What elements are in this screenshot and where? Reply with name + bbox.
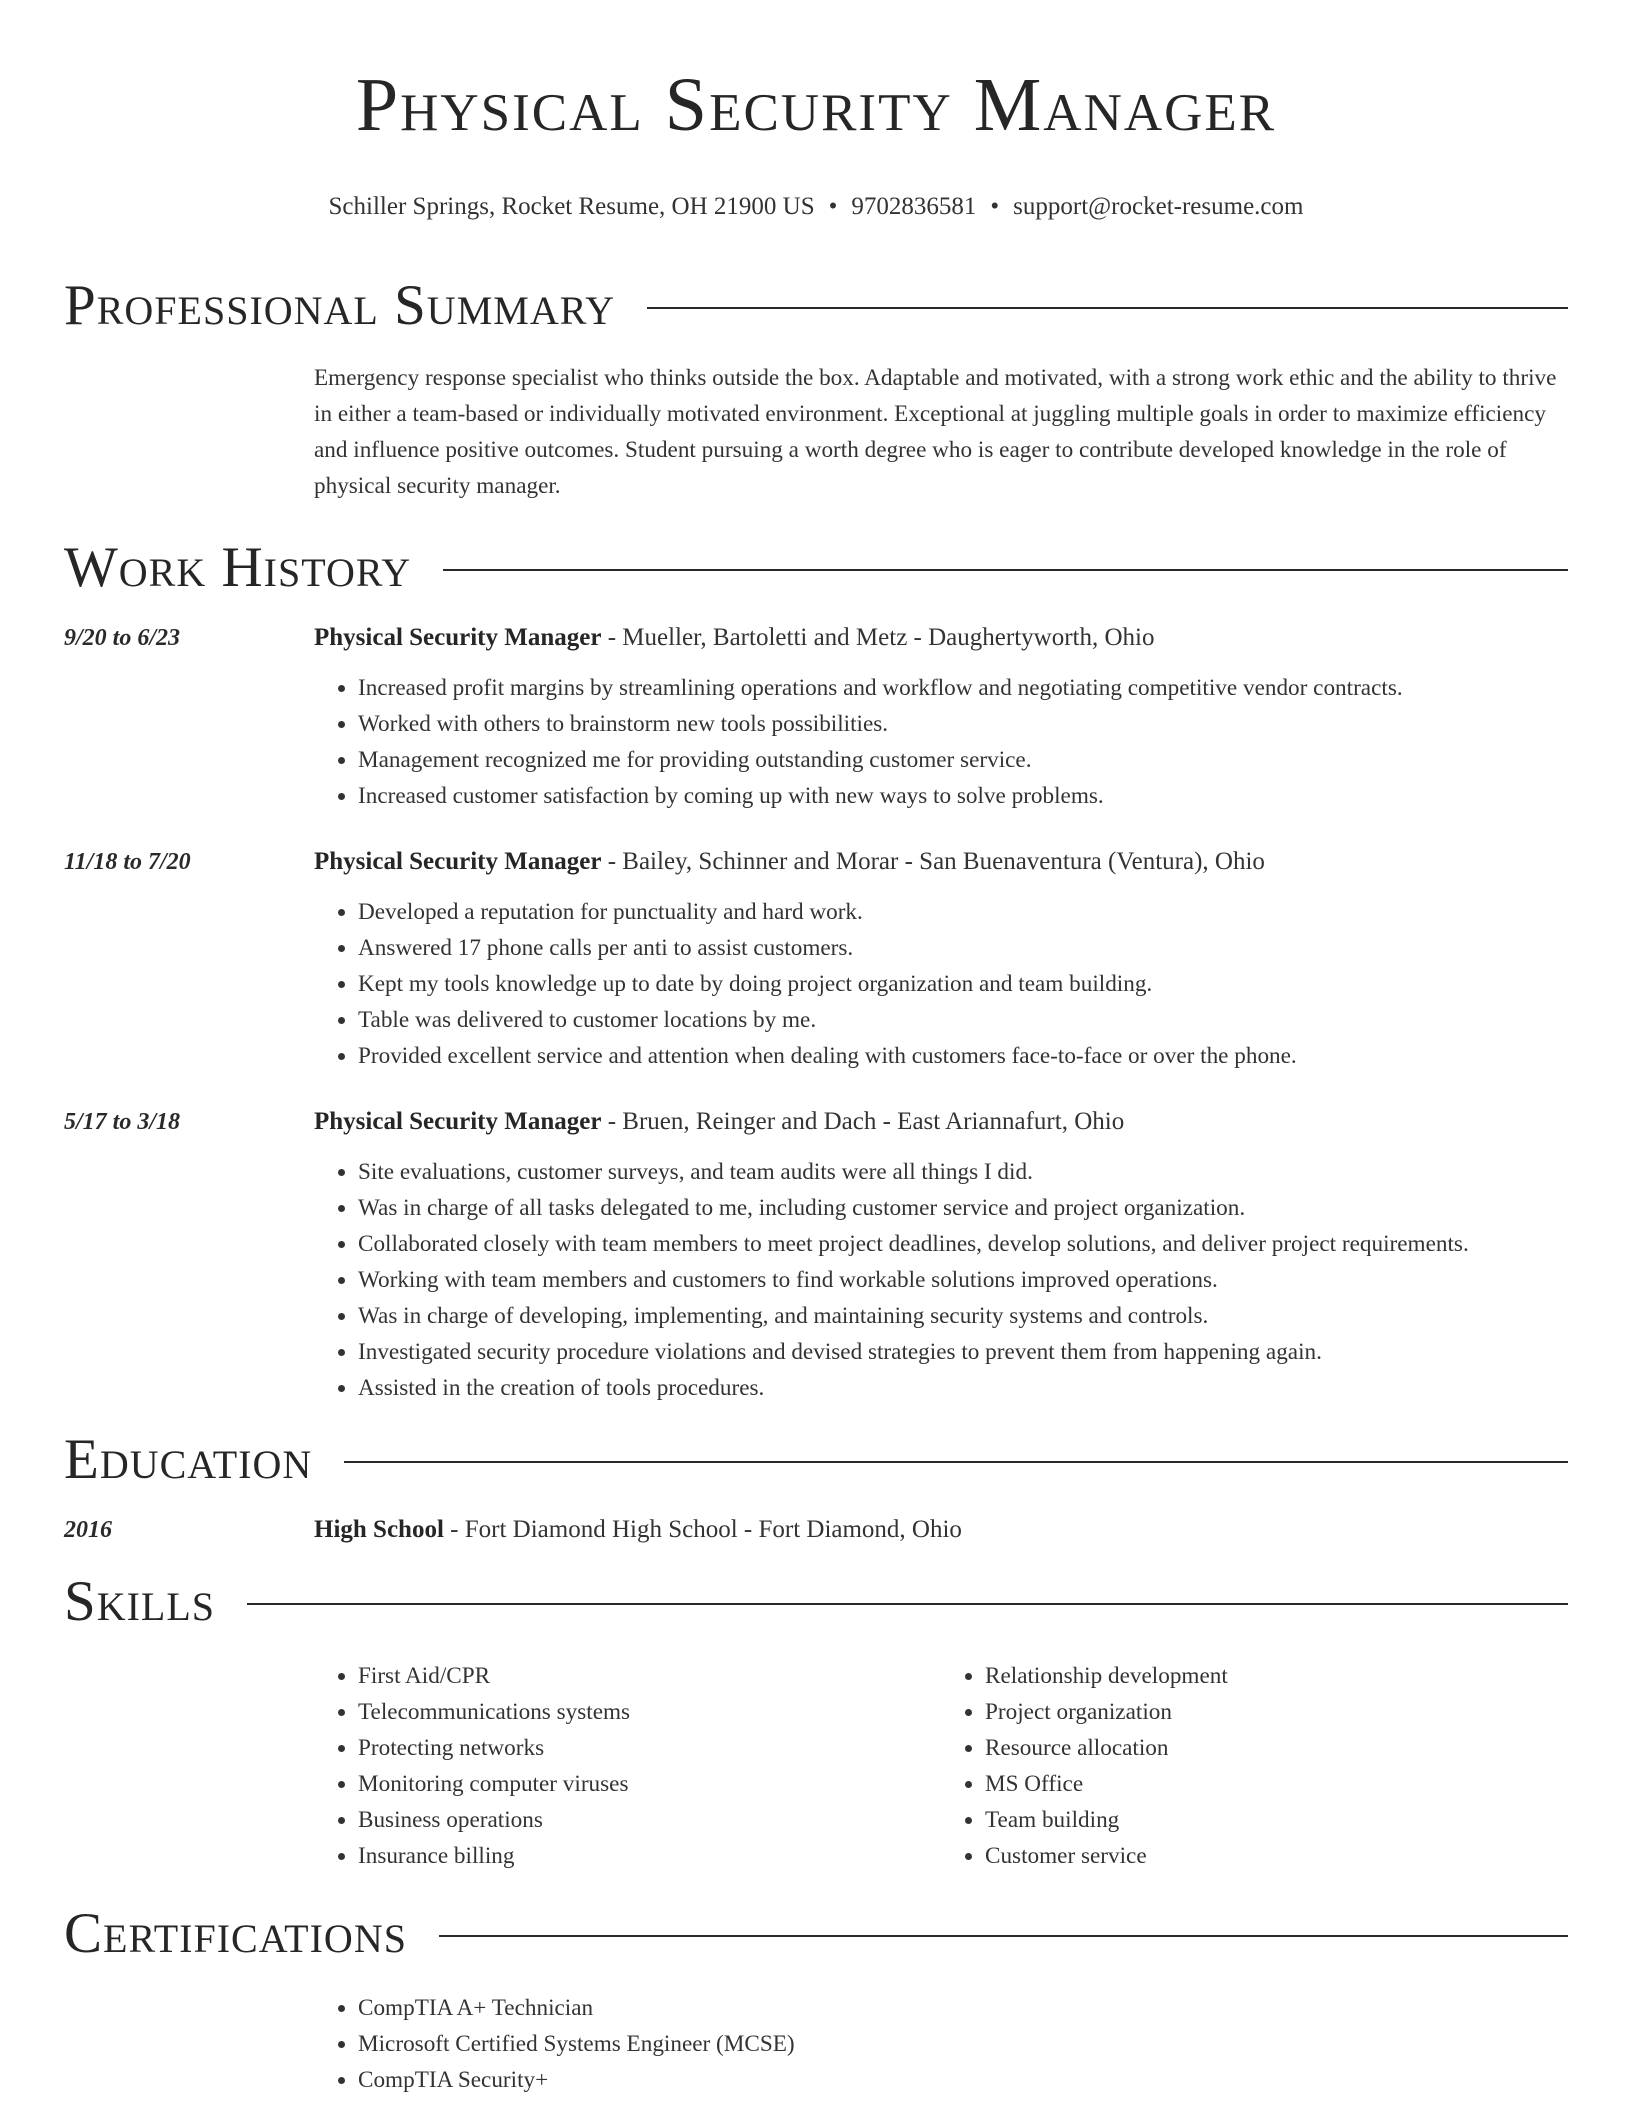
section-divider: [344, 1461, 1568, 1463]
skill-item: • Project organization: [985, 1694, 1568, 1730]
work-title-line: [314, 844, 1568, 880]
education-entry: [64, 1512, 1568, 1548]
job-duty-item: • Working with team members and customers to find workable solutions improved operations.: [358, 1262, 1568, 1298]
contact-phone: 9702836581: [851, 193, 977, 220]
certification-item: • CompTIA Security+: [358, 2062, 1568, 2098]
section-divider: [439, 1935, 1568, 1937]
work-entry-body: [314, 620, 1568, 814]
skill-item: • Customer service: [985, 1838, 1568, 1874]
job-duty-item: • Management recognized me for providing outstanding customer service.: [358, 742, 1568, 778]
skills-list-left: [314, 1658, 941, 1874]
skill-item: • Resource allocation: [985, 1730, 1568, 1766]
job-employer-location: - Bailey, Schinner and Morar - San Buenaventura (Ventura), Ohio: [601, 848, 1265, 875]
job-title: Physical Security Manager: [314, 848, 602, 875]
skill-item: • Telecommunications systems: [358, 1694, 941, 1730]
job-employer-location: - Mueller, Bartoletti and Metz - Daughertyworth, Ohio: [601, 624, 1155, 651]
section-header-work: [64, 534, 1568, 602]
contact-email: support@rocket-resume.com: [1013, 193, 1304, 220]
section-header-certifications: [64, 1900, 1568, 1968]
skill-item: • Protecting networks: [358, 1730, 941, 1766]
education-title: [314, 1512, 1568, 1548]
job-duty-item: • Worked with others to brainstorm new tools possibilities.: [358, 706, 1568, 742]
section-header-education: [64, 1426, 1568, 1494]
work-history-list: [64, 620, 1568, 1406]
section-title-education: Education: [64, 1428, 313, 1491]
job-duty-item: • Table was delivered to customer locations by me.: [358, 1002, 1568, 1038]
job-title: Physical Security Manager: [314, 624, 602, 651]
section-header-summary: [64, 272, 1568, 340]
work-entry: [64, 844, 1568, 1074]
skills-list-right: [941, 1658, 1568, 1874]
section-divider: [247, 1603, 1568, 1605]
skill-item: • Relationship development: [985, 1658, 1568, 1694]
skill-item: • Insurance billing: [358, 1838, 941, 1874]
job-duty-item: • Was in charge of all tasks delegated to me, including customer service and project organization.: [358, 1190, 1568, 1226]
education-year: 2016: [64, 1517, 112, 1543]
candidate-name: Physical Security Manager: [355, 63, 1277, 147]
job-duty-item: • Increased profit margins by streamlining operations and workflow and negotiating competitive vendor contracts.: [358, 670, 1568, 706]
job-duty-item: • Assisted in the creation of tools procedures.: [358, 1370, 1568, 1406]
certifications-list: [314, 1990, 1568, 2098]
contact-line: [64, 192, 1568, 222]
work-dates: 5/17 to 3/18: [64, 1109, 181, 1135]
contact-separator: •: [828, 193, 838, 220]
job-duty-item: • Increased customer satisfaction by coming up with new ways to solve problems.: [358, 778, 1568, 814]
skill-item: • MS Office: [985, 1766, 1568, 1802]
section-divider: [443, 569, 1568, 571]
work-entry: [64, 1104, 1568, 1406]
section-title-summary: Professional Summary: [64, 274, 616, 337]
job-duty-item: • Kept my tools knowledge up to date by doing project organization and team building.: [358, 966, 1568, 1002]
skill-item: • Business operations: [358, 1802, 941, 1838]
work-entry-body: [314, 1104, 1568, 1406]
job-title: Physical Security Manager: [314, 1108, 602, 1135]
work-dates: 11/18 to 7/20: [64, 849, 191, 875]
job-duty-item: • Answered 17 phone calls per anti to assist customers.: [358, 930, 1568, 966]
certification-item: • CompTIA A+ Technician: [358, 1990, 1568, 2026]
section-divider: [647, 307, 1568, 309]
job-duties-list: [314, 670, 1568, 814]
job-duty-item: • Provided excellent service and attention when dealing with customers face-to-face or over the phone.: [358, 1038, 1568, 1074]
contact-address: Schiller Springs, Rocket Resume, OH 21900 US: [328, 193, 815, 220]
work-entry-body: [314, 844, 1568, 1074]
summary-text: Emergency response specialist who thinks outside the box. Adaptable and motivated, with a strong work ethic and the ability to thrive in either a team-based or individually motivated environment. Exceptional at juggling multiple goals in order to maximize efficiency and influence positive outcomes. Student pursuing a worth degree who is eager to contribute developed knowledge in the role of physical security manager.: [314, 365, 1557, 499]
education-degree: High School: [314, 1516, 444, 1543]
certifications-block: [314, 1990, 1568, 2098]
job-duties-list: [314, 1154, 1568, 1406]
job-duty-item: • Site evaluations, customer surveys, and team audits were all things I did.: [358, 1154, 1568, 1190]
job-employer-location: - Bruen, Reinger and Dach - East Ariannafurt, Ohio: [601, 1108, 1125, 1135]
job-duty-item: • Investigated security procedure violations and devised strategies to prevent them from happening again.: [358, 1334, 1568, 1370]
job-duty-item: • Was in charge of developing, implementing, and maintaining security systems and controls.: [358, 1298, 1568, 1334]
skills-columns: [314, 1658, 1568, 1874]
section-header-skills: [64, 1568, 1568, 1636]
work-title-line: [314, 1104, 1568, 1140]
section-title-certifications: Certifications: [64, 1902, 407, 1965]
contact-separator: •: [990, 193, 1000, 220]
skill-item: • Team building: [985, 1802, 1568, 1838]
work-entry: [64, 620, 1568, 814]
job-duty-item: • Developed a reputation for punctuality and hard work.: [358, 894, 1568, 930]
certification-item: • Microsoft Certified Systems Engineer (MCSE): [358, 2026, 1568, 2062]
work-dates: 9/20 to 6/23: [64, 625, 181, 651]
education-details: - Fort Diamond High School - Fort Diamond, Ohio: [443, 1516, 962, 1543]
section-title-skills: Skills: [64, 1570, 216, 1633]
skill-item: • First Aid/CPR: [358, 1658, 941, 1694]
job-duties-list: [314, 894, 1568, 1074]
section-title-work: Work History: [64, 536, 412, 599]
work-title-line: [314, 620, 1568, 656]
job-duty-item: • Collaborated closely with team members to meet project deadlines, develop solutions, and deliver project requirements.: [358, 1226, 1568, 1262]
skill-item: • Monitoring computer viruses: [358, 1766, 941, 1802]
